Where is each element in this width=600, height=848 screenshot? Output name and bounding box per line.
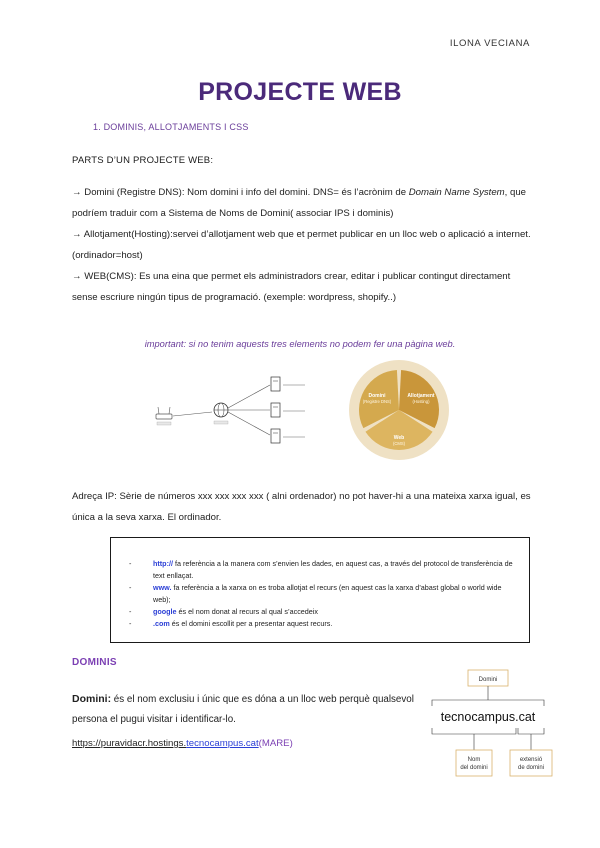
domain-extension-label: extensió de domini <box>517 757 545 771</box>
paragraph-domini <box>72 182 532 224</box>
cycle-segment-label: Domini <box>368 393 386 399</box>
domain-example-text: tecnocampus.cat <box>440 710 536 724</box>
dominis-heading: DOMINIS <box>72 657 117 668</box>
ip-address-paragraph: Adreça IP: Sèrie de números xxx xxx xxx xxx ( alni ordenador) no pot haver-hi a una mateixa xarxa igual, es única a la seva xarxa. El ordinador. <box>72 491 531 523</box>
list-item: - .com és el domini escollit per a presentar aquest recurs. <box>129 619 333 628</box>
parts-heading: PARTS D’UN PROJECTE WEB: <box>72 155 214 166</box>
network-diagram <box>152 372 340 452</box>
server-icon <box>271 429 305 443</box>
list-item: - google és el nom donat al recurs al qual s’accedeix <box>129 607 318 616</box>
domini-text-a: → Domini (Registre DNS): Nom domini i info del domini. DNS= és l’acrònim de <box>72 187 409 198</box>
paragraph-web: → WEB(CMS): Es una eina que permet els administradors crear, editar i publicar contingut directament sense escriure ningún tipus de programació. (exemple: wordpress, shopify..) <box>72 271 511 303</box>
project-cycle-diagram <box>344 359 454 461</box>
cycle-segment-label: Allotjament <box>407 393 435 399</box>
url-term: google <box>153 607 177 616</box>
cycle-segment-sublabel: (CMS) <box>392 441 406 446</box>
url-term: www. <box>153 583 172 592</box>
domain-name-label: Nom del domini <box>460 757 488 771</box>
server-icon <box>271 377 305 391</box>
url-parts-box <box>110 537 530 643</box>
domini-definition <box>72 689 432 730</box>
url-term-description: és el nom donat al recurs al qual s’accedeix <box>176 607 318 616</box>
domain-name-box <box>456 750 492 776</box>
domain-top-label: Domini <box>478 677 498 683</box>
domain-extension-box <box>510 750 552 776</box>
server-icon <box>271 403 305 417</box>
cycle-segment-sublabel: (Registre DNS) <box>362 399 392 404</box>
domini-term: Domini: <box>72 693 112 705</box>
globe-icon <box>214 403 228 424</box>
paragraph-allotjament: → Allotjament(Hosting):servei d’allotjament web que et permet publicar en un lloc web o aplicació a internet. (ordinador=host) <box>72 229 531 261</box>
list-item: - http:// fa referència a la manera com s’envien les dades, en aquest cas, a través del protocol de transferència de text enllaçat. <box>129 559 513 580</box>
example-url-link[interactable]: tecnocampus.cat <box>186 738 259 749</box>
router-icon <box>156 407 172 425</box>
cycle-segment-label: Web <box>393 435 405 441</box>
domini-text-c: , que podríem traduir com a Sistema de Noms de Domini( associar IPS i dominis) <box>72 187 527 219</box>
url-term: http:// <box>153 559 173 568</box>
page-title: PROJECTE WEB <box>198 78 402 106</box>
example-url[interactable] <box>72 738 293 749</box>
domini-text-italic: Domain Name System <box>408 187 505 198</box>
example-url-base[interactable]: https://puravidacr.hostings. <box>72 738 187 749</box>
section-heading: 1. DOMINIS, ALLOTJAMENTS I CSS <box>93 122 249 132</box>
domain-structure-diagram <box>428 666 556 778</box>
domini-definition-text: és el nom exclusiu i únic que es dóna a un lloc web perquè qualsevol persona el pugui visitar i identificar-lo. <box>72 694 414 725</box>
url-parts-list <box>129 558 521 630</box>
url-term: .com <box>153 619 170 628</box>
important-note: important: si no tenim aquests tres elements no podem fer una pàgina web. <box>144 339 456 349</box>
url-term-description: fa referència a la xarxa on es troba allotjat el recurs (en aquest cas la xarxa d’abast global o world wide web); <box>153 583 502 604</box>
list-item: - www. fa referència a la xarxa on es troba allotjat el recurs (en aquest cas la xarxa d’abast global o world wide web); <box>129 583 502 604</box>
url-term-description: és el domini escollit per a presentar aquest recurs. <box>169 619 333 628</box>
cycle-segment-sublabel: (Hosting) <box>412 399 430 404</box>
author-name: ILONA VECIANA <box>449 38 530 49</box>
example-url-note: (MARE) <box>258 738 293 749</box>
url-term-description: fa referència a la manera com s’envien les dades, en aquest cas, a través del protocol de transferència de text enllaçat. <box>153 559 513 580</box>
